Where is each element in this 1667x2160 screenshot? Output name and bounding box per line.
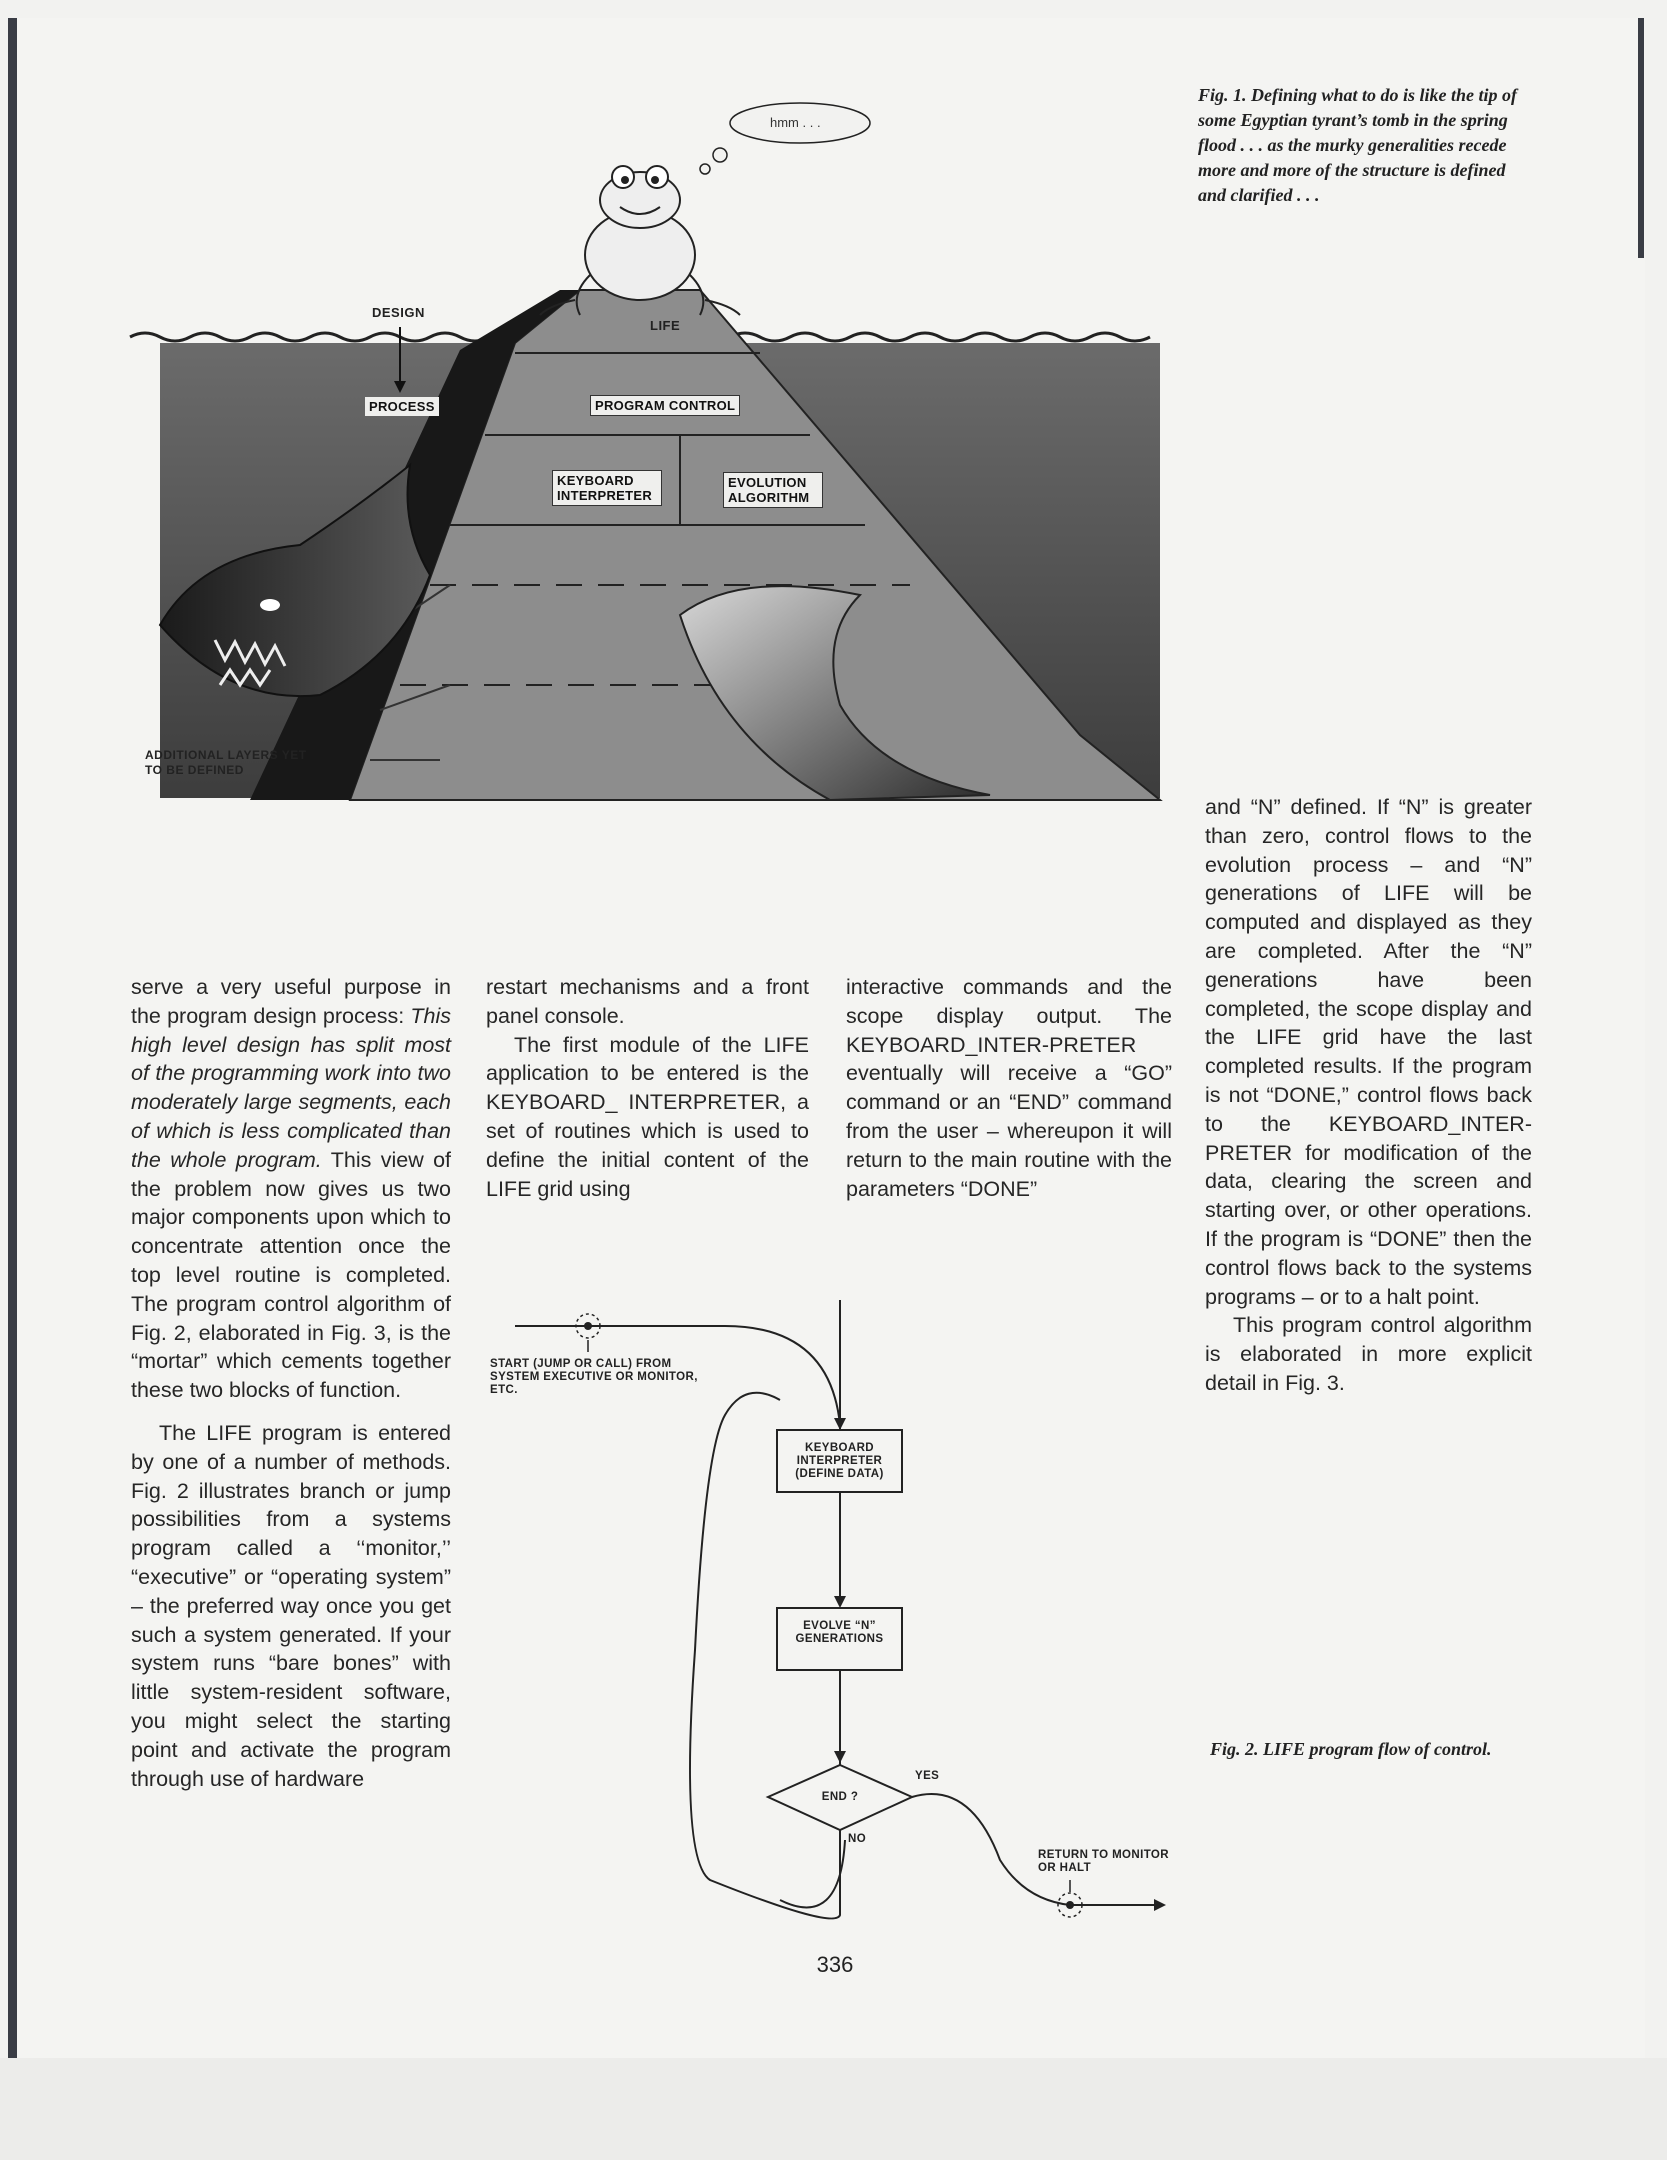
arrow-into-decision <box>834 1751 846 1763</box>
evolve-box-label: EVOLVE “N” GENERATIONS <box>795 1620 884 1645</box>
column-1-paragraph-2: The LIFE program is entered by one of a number of methods. Fig. 2 illustrates branch or jump possibilities from a systems program called a ‘‘monitor,’’ “executive” or “operating system” – the preferred way once you get such a system generated. If your system runs “bare bones” with little system-resident software, you might select the starting point and activate the program through use of hardware <box>131 1420 451 1791</box>
column-1 <box>131 973 451 1793</box>
start-label: START (JUMP OR CALL) FROM SYSTEM EXECUTIVE OR MONITOR, ETC. <box>490 1358 698 1396</box>
column-4 <box>1205 793 1532 1398</box>
process-label: PROCESS <box>365 397 439 416</box>
life-label: LIFE <box>650 318 681 333</box>
evolution-algorithm-label: EVOLUTION ALGORITHM <box>723 472 823 508</box>
column-2 <box>486 973 809 1203</box>
scan-bottom-margin <box>0 2058 1667 2160</box>
column-2-paragraph-2: The first module of the LIFE application to be entered is the KEYBOARD_ INTERPRETER, a set of routines which is used to define the initial content of the LIFE grid using <box>486 1032 809 1201</box>
column-4-paragraph-1: and “N” defined. If “N” is greater than zero, control flows to the evolution process – and “N” generations of LIFE will be computed and displayed as they are completed. After the “N” generations have been completed, the scope display and the LIFE grid have the last completed results. If the program is not “DONE,” control flows back to the KEYBOARD_INTER-PRETER for modification of the data, clearing the screen and starting over, or other operations. If the program is “DONE” then the control flows back to the systems programs – or to a halt point. <box>1205 795 1532 1309</box>
scan-edge-right <box>1638 18 1644 258</box>
arrow-into-evolve <box>834 1596 846 1608</box>
no-label: NO <box>848 1833 867 1845</box>
figure-1-illustration <box>120 85 1180 815</box>
figure-2-caption: Fig. 2. LIFE program flow of control. <box>1210 1739 1492 1759</box>
start-curve <box>725 1326 840 1425</box>
figure-2-flowchart <box>480 1300 1180 1930</box>
page-number: 336 <box>816 1952 854 1977</box>
no-curve <box>780 1840 845 1908</box>
return-label: RETURN TO MONITOR OR HALT <box>1038 1849 1169 1874</box>
figure-1-drawing <box>120 85 1180 815</box>
column-4-paragraph-2: This program control algorithm is elaborated in more explicit detail in Fig. 3. <box>1205 1313 1532 1395</box>
keyboard-box-label: KEYBOARD INTERPRETER (DEFINE DATA) <box>795 1442 884 1480</box>
figure-1-caption: Fig. 1. Defining what to do is like the tip of some Egyptian tyrant’s tomb in the spring flood . . . as the murky generalities recede more and more of the structure is defined and clarified . . . <box>1198 85 1518 205</box>
scan-edge-left <box>8 18 17 2058</box>
yes-label: YES <box>915 1770 940 1782</box>
design-label: DESIGN <box>372 305 425 320</box>
column-1-paragraph-1: serve a very useful purpose in the program design process: This high level design has split most of the programming work into two moderately large segments, each of which is less complicated than the whole program. This view of the problem now gives us two major components upon which to concentrate attention once the top level routine is completed. The program control algorithm of Fig. 2, elaborated in Fig. 3, is the “mortar” which cements together these two blocks of function. <box>131 975 452 1403</box>
column-3-paragraph-1: interactive commands and the scope display output. The KEYBOARD_INTER-PRETER eventually will receive a “GO” command or an “END” command from the user – whereupon it will return to the main routine with the parameters “DONE” <box>846 975 1172 1201</box>
emphasis-text: This high level design has split most of the programming work into two moderately large segments, each of which is less complicated than the whole program. <box>131 1003 451 1172</box>
column-2-paragraph-1: restart mechanisms and a front panel console. <box>486 975 809 1028</box>
program-control-label: PROGRAM CONTROL <box>590 395 740 416</box>
column-3 <box>846 973 1172 1203</box>
keyboard-interpreter-label: KEYBOARD INTERPRETER <box>552 470 662 506</box>
end-decision-label: END ? <box>821 1791 859 1803</box>
additional-layers-label: ADDITIONAL LAYERS YET TO BE DEFINED <box>145 748 307 777</box>
thought-bubble-text: hmm . . . <box>770 115 821 130</box>
